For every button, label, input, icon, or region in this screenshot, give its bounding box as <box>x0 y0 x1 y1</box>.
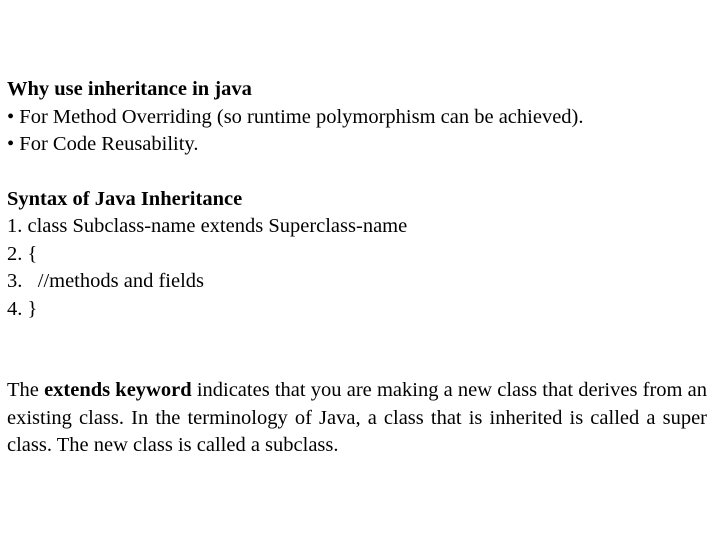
slide-content <box>7 76 707 460</box>
code-line-4: 4. } <box>7 297 38 320</box>
bullet-method-overriding: • For Method Overriding (so runtime polymorphism can be achieved). <box>7 105 584 128</box>
code-line-1: 1. class Subclass-name extends Superclass-name <box>7 215 408 237</box>
paragraph-prefix: The <box>7 379 45 401</box>
extends-description-paragraph <box>7 377 707 460</box>
paragraph-keyword: extends keyword <box>44 379 192 401</box>
paragraph-body: indicates that you are making a new class that derives from an existing class. In the terminology of Java, a class that is inherited is called a super class. The new class is called a subclass. <box>7 379 708 456</box>
code-line-2: 2. { <box>7 242 38 265</box>
bullet-code-reusability: • For Code Reusability. <box>7 133 199 155</box>
section-heading-syntax: Syntax of Java Inheritance <box>7 187 243 210</box>
section-heading-why-inheritance: Why use inheritance in java <box>7 78 252 100</box>
code-line-3: 3. //methods and fields <box>7 270 205 292</box>
